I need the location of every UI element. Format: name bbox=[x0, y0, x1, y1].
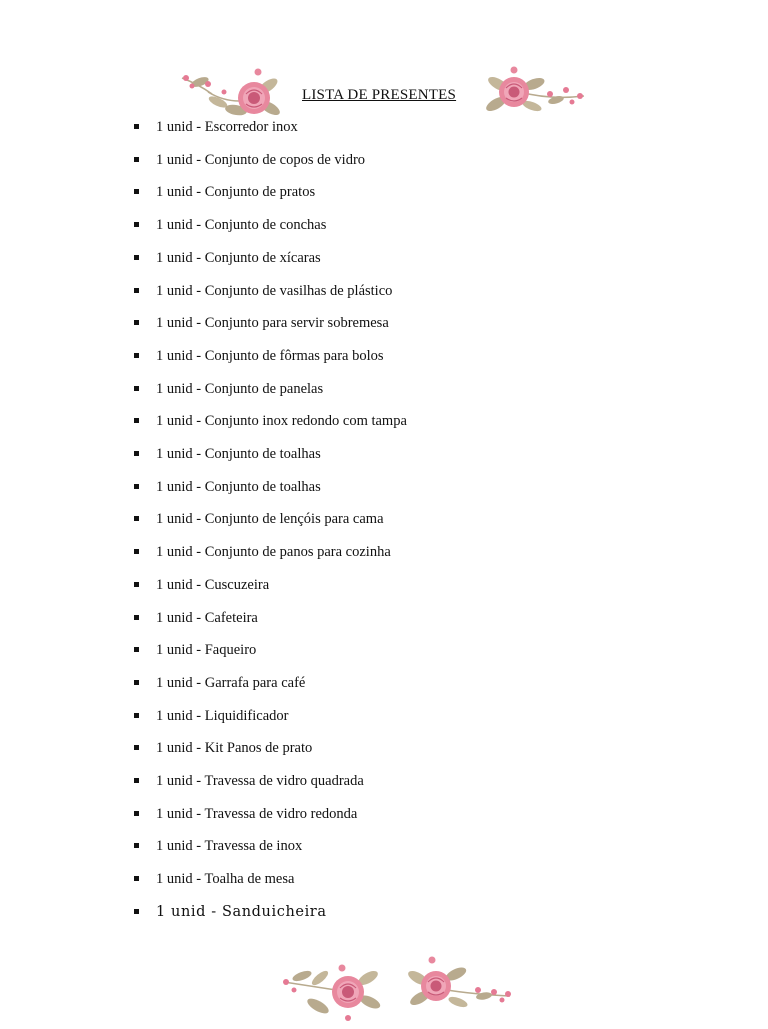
bullet-icon bbox=[134, 778, 139, 783]
list-item: 1 unid - Travessa de vidro redonda bbox=[0, 801, 600, 833]
list-item: 1 unid - Cafeteira bbox=[0, 605, 600, 637]
list-item: 1 unid - Travessa de inox bbox=[0, 833, 600, 865]
list-item: 1 unid - Toalha de mesa bbox=[0, 866, 600, 898]
list-item: 1 unid - Faqueiro bbox=[0, 637, 600, 669]
bullet-icon bbox=[134, 386, 139, 391]
rose-flower-icon bbox=[280, 960, 388, 1024]
document-title: LISTA DE PRESENTES bbox=[302, 87, 457, 103]
list-item: 1 unid - Conjunto de lençóis para cama bbox=[0, 506, 600, 538]
list-item: 1 unid - Conjunto de toalhas bbox=[0, 441, 600, 473]
bullet-icon bbox=[134, 680, 139, 685]
list-item: 1 unid - Conjunto de pratos bbox=[0, 179, 600, 211]
list-item: 1 unid - Conjunto de xícaras bbox=[0, 245, 600, 277]
list-item: 1 unid - Conjunto de conchas bbox=[0, 212, 600, 244]
bullet-icon bbox=[134, 189, 139, 194]
bullet-icon bbox=[134, 353, 139, 358]
list-item: 1 unid - Travessa de vidro quadrada bbox=[0, 768, 600, 800]
list-item: 1 unid - Conjunto inox redondo com tampa bbox=[0, 408, 600, 440]
list-item: 1 unid - Conjunto de toalhas bbox=[0, 474, 600, 506]
bullet-icon bbox=[134, 288, 139, 293]
list-item: 1 unid - Conjunto para servir sobremesa bbox=[0, 310, 600, 342]
list-item: 1 unid - Conjunto de copos de vidro bbox=[0, 147, 600, 179]
bullet-icon bbox=[134, 418, 139, 423]
bullet-icon bbox=[134, 582, 139, 587]
bullet-icon bbox=[134, 615, 139, 620]
bullet-icon bbox=[134, 157, 139, 162]
list-item: 1 unid - Conjunto de vasilhas de plástico bbox=[0, 278, 600, 310]
bullet-icon bbox=[134, 451, 139, 456]
bullet-icon bbox=[134, 647, 139, 652]
bullet-icon bbox=[134, 745, 139, 750]
bullet-icon bbox=[134, 843, 139, 848]
bullet-icon bbox=[134, 124, 139, 129]
list-item: 1 unid - Garrafa para café bbox=[0, 670, 600, 702]
bullet-icon bbox=[134, 320, 139, 325]
list-item: 1 unid - Liquidificador bbox=[0, 703, 600, 735]
bullet-icon bbox=[134, 222, 139, 227]
bullet-icon bbox=[134, 484, 139, 489]
list-item: 1 unid - Conjunto de panelas bbox=[0, 376, 600, 408]
footer-decoration bbox=[0, 950, 768, 1024]
list-item: 1 unid - Cuscuzeira bbox=[0, 572, 600, 604]
list-item: 1 unid - Escorredor inox bbox=[0, 114, 600, 146]
bullet-icon bbox=[134, 255, 139, 260]
bullet-icon bbox=[134, 713, 139, 718]
bullet-icon bbox=[134, 516, 139, 521]
list-item: 1 unid - Conjunto de panos para cozinha bbox=[0, 539, 600, 571]
list-item: 1 unid - Kit Panos de prato bbox=[0, 735, 600, 767]
list-item: 1 unid - Conjunto de fôrmas para bolos bbox=[0, 343, 600, 375]
bullet-icon bbox=[134, 811, 139, 816]
rose-flower-icon bbox=[406, 952, 514, 1016]
bullet-icon bbox=[134, 876, 139, 881]
rose-flower-icon bbox=[480, 62, 588, 120]
bullet-icon bbox=[134, 549, 139, 554]
bullet-icon bbox=[134, 909, 139, 914]
list-item: 1 unid - Sanduicheira bbox=[0, 899, 600, 931]
